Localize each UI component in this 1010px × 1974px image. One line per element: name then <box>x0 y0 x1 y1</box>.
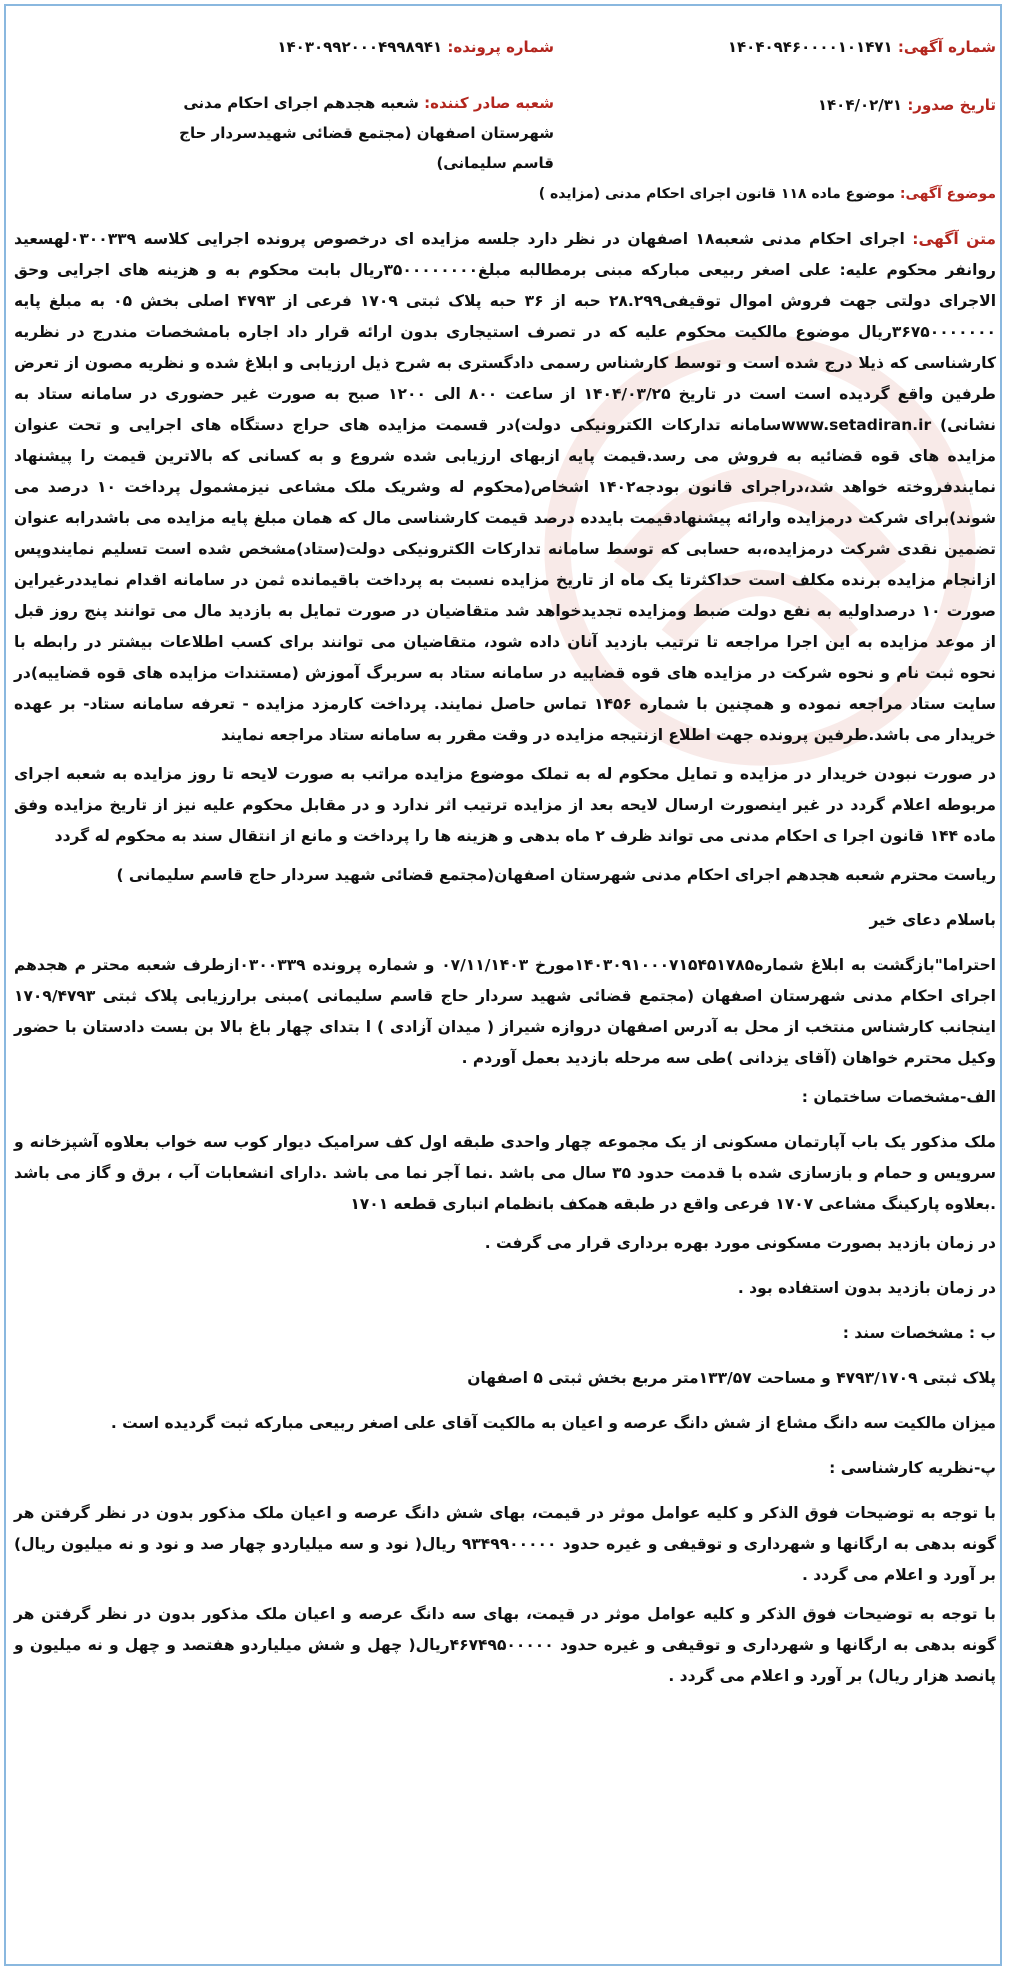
issue-date-label: تاریخ صدور: <box>907 96 996 114</box>
six-dang-valuation-paragraph: با توجه به توضیحات فوق الذکر و کلیه عوامل موثر در قیمت، بهای شش دانگ عرصه و اعیان ملک مذکور بدون در نظر گرفتن هر گونه بدهی به ارگانها و شهرداری و توقیفی و غیره حدود ۹۳۴۹۹۰۰۰۰۰ ریال( نود و سه میلیاردو چهار صد و نود و نه میلیون ریال) بر آورد و اعلام می گردد . <box>14 1504 996 1584</box>
issuer <box>154 88 554 178</box>
three-dang-valuation-paragraph: با توجه به توضیحات فوق الذکر و کلیه عوامل موثر در قیمت، بهای سه دانگ عرصه و اعیان ملک مذکور بدون در نظر گرفتن هر گونه بدهی به ارگانها و شهرداری و توقیفی و غیره حدود ۴۶۷۴۹۵۰۰۰۰۰ریال( چهل و شش میلیاردو هفتصد و چهل و نه میلیون و پانصد هزار ریال) بر آورد و اعلام می گردد . <box>14 1605 997 1685</box>
no-buyer-paragraph: در صورت نبودن خریدار در مزایده و تمایل محکوم له به تملک موضوع مزایده مراتب به صورت لایحه تا روز مزایده به شعبه اجرای مربوطه اعلام گردد در غیر اینصورت ارسال لایحه بعد از مزایده ترتیب اثر ندارد و در مقابل محکوم علیه نیز از تاریخ مزایده وفق ماده ۱۴۴ قانون اجرا ی احکام مدنی می تواند ظرف ۲ ماه بدهی و هزینه ها را پرداخت و مانع از انتقال سند به محکوم له گردد <box>14 765 996 845</box>
opinion-heading: پ-نظریه کارشناسی : <box>829 1459 996 1477</box>
ad-number-label: شماره آگهی: <box>897 38 996 56</box>
subject <box>539 186 996 202</box>
deed-heading: ب : مشخصات سند : <box>842 1324 996 1342</box>
report-paragraph: احتراما"بازگشت به ابلاغ شماره۱۴۰۳۰۹۱۰۰۰۷۱۵۴۵۱۷۸۵مورخ ۰۷/۱۱/۱۴۰۳ و شماره پرونده ۰۳۰۰۳۳۹ازطرف شعبه محتر م هجدهم اجرای احکام مدنی شهرستان اصفهان (مجتمع قضائی شهید سردار حاج قاسم سلیمانی )مبنی برارزیابی پلاک ثبتی ۱۷۰۹/۴۷۹۳ اینجانب کارشناس منتخب از محل به آدرس اصفهان دروازه شیراز ( میدان آزادی ) ا بتدای چهار باغ بالا بن بست دادستان با حضور وکیل محترم خواهان (آقای یزدانی )طی سه مرحله بازدید بعمل آوردم . <box>14 956 996 1067</box>
issue-date <box>818 96 996 114</box>
subject-label: موضوع آگهی: <box>899 186 996 202</box>
issue-date-value: ۱۴۰۴/۰۲/۳۱ <box>817 96 903 114</box>
ad-number <box>728 38 996 56</box>
plate-paragraph: پلاک ثبتی ۴۷۹۳/۱۷۰۹ و مساحت ۱۳۳/۵۷متر مربع بخش ثبتی ۵ اصفهان <box>467 1369 996 1387</box>
intro-paragraph <box>14 224 996 751</box>
ad-number-value: ۱۴۰۴۰۹۴۶۰۰۰۰۱۰۱۴۷۱ <box>727 38 893 56</box>
issuer-value: شعبه هجدهم اجرای احکام مدنی شهرستان اصفهان (مجتمع قضائی شهیدسردار حاج قاسم سلیمانی) <box>179 94 554 172</box>
unused-paragraph: در زمان بازدید بدون استفاده بود . <box>737 1279 996 1297</box>
residential-paragraph: در زمان بازدید بصورت مسکونی مورد بهره برداری قرار می گرفت . <box>484 1234 996 1252</box>
intro-text: اجرای احکام مدنی شعبه۱۸ اصفهان در نظر دارد جلسه مزایده ای درخصوص پرونده اجرایی کلاسه ۰۳۰۰۳۳۹لهسعید روانفر محکوم علیه: علی اصغر ربیعی مبارکه مبنی برمطالبه مبلغ۳۵۰۰۰۰۰۰۰۰ریال بابت محکوم به و هزینه های اجرایی وحق الاجرای دولتی جهت فروش اموال توقیفی۲۸.۲۹۹ حبه از ۳۶ حبه پلاک ثبتی ۱۷۰۹ فرعی از ۴۷۹۳ اصلی بخش ۰۵ به مبلغ پایه ۳۶۷۵۰۰۰۰۰۰۰ریال موضوع مالکیت محکوم علیه که در تصرف استیجاری بدون ارائه قرار داد اجاره بامشخصات مندرج در نظریه کارشناسی که ذیلا درج شده است و توسط کارشناس رسمی دادگستری به شرح ذیل ارزیابی و ابلاغ شده و نظریه مصون از تعرض طرفین واقع گردیده است است در تاریخ ۱۴۰۴/۰۳/۲۵ از ساعت ۸۰۰ الی ۱۲۰۰ صبح به صورت غیر حضوری در سامانه ستاد به نشانی) www.setadiran.irسامانه تدارکات الکترونیکی دولت)در قسمت مزایده های حراج دستگاه های اجرایی و تحت عنوان مزایده های قوه قضائیه به فروش می رسد.قیمت پایه ازبهای ارزیابی شده شروع و به کسانی که بالاترین قیمت را پیشنهاد نمایندفروخته خواهد شد،دراجرای قانون بودجه۱۴۰۲ اشخاص(محکوم له وشریک ملک مشاعی نیزمشمول پرداخت ۱۰ درصد می شوند)برای شرکت درمزایده وارائه پیشنهادقیمت بایدده درصد قیمت کارشناسی مال که همان مبلغ پایه مزایده می باشدرابه عنوان تضمین نقدی شرکت درمزایده،به حسابی که توسط سامانه تدارکات الکترونیکی دولت(ستاد)مشخص شده است تسلیم نمایندوپس ازانجام مزایده برنده مکلف است حداکثرتا یک ماه از تاریخ مزایده نسبت به پرداخت باقیمانده ثمن در سامانه اقدام نمایددرغیراین صورت ۱۰ درصداولیه به نفع دولت ضبط ومزایده تجدیدخواهد شد متقاضیان در صورت تمایل به بازدید مال می توانند پنج روز قبل از موعد مزایده به این اجرا مراجعه تا ترتیب بازدید آنان داده شود، متقاضیان می توانند برای کسب اطلاعات بیشتر در رابطه با نحوه ثبت نام و نحوه شرکت در مزایده های قوه قضاییه در سامانه ستاد به سربرگ آموزش (مستندات مزایده های قوه قضاییه)در سایت ستاد مراجعه نموده و همچنین با شماره ۱۴۵۶ تماس حاصل نمایند. پرداخت کارمزد مزایده - تعرفه سامانه ستاد- بر عهده خریدار می باشد.طرفین پرونده جهت اطلاع ازنتیجه مزایده در وقت مقرر به سامانه ستاد مراجعه نمایند <box>14 230 997 744</box>
address-paragraph: ریاست محترم شعبه هجدهم اجرای احکام مدنی شهرستان اصفهان(مجتمع قضائی شهید سردار حاج قاسم سلیمانی ) <box>116 866 996 884</box>
file-number-value: ۱۴۰۳۰۹۹۲۰۰۰۴۹۹۸۹۴۱ <box>277 38 443 56</box>
text-label: متن آگهی: <box>912 230 996 248</box>
issuer-label: شعبه صادر کننده: <box>424 94 554 112</box>
ad-body <box>14 224 996 1700</box>
building-heading: الف-مشخصات ساختمان : <box>801 1088 996 1106</box>
greeting-paragraph: باسلام دعای خیر <box>869 911 996 929</box>
ownership-paragraph: میزان مالکیت سه دانگ مشاع از شش دانگ عرصه و اعیان به مالکیت آقای علی اصغر ربیعی مبارکه ثبت گردیده است . <box>110 1414 996 1432</box>
subject-value: موضوع ماده ۱۱۸ قانون اجرای احکام مدنی (مزایده ) <box>538 186 895 202</box>
file-number-label: شماره پرونده: <box>447 38 554 56</box>
file-number <box>277 38 554 56</box>
building-paragraph: ملک مذکور یک باب آپارتمان مسکونی از یک مجموعه چهار واحدی طبقه اول کف سرامیک دیوار کوب سه خواب بعلاوه آشپزخانه و سرویس و حمام و بازسازی شده با قدمت حدود ۳۵ سال می باشد .نما آجر نما می باشد .دارای انشعابات آب ، برق و گاز می باشد .بعلاوه پارکینگ مشاعی ۱۷۰۷ فرعی واقع در طبقه همکف بانظمام انباری قطعه ۱۷۰۱ <box>14 1133 996 1213</box>
